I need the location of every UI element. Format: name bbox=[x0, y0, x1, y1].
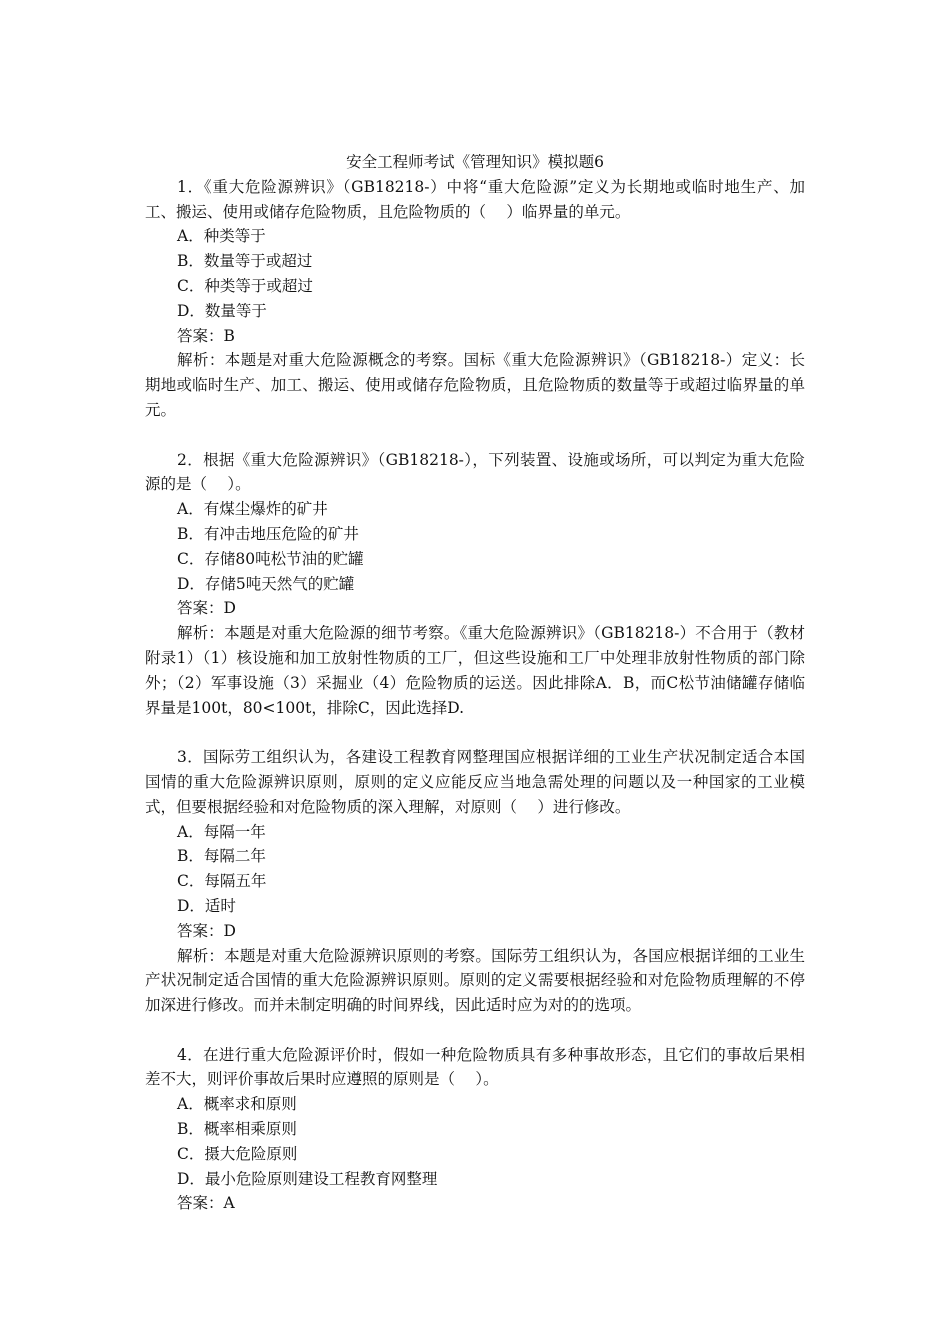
answer-line: 答案：B bbox=[177, 326, 235, 345]
question-stem: 1．《重大危险源辨识》（GB18218-）中将“重大危险源”定义为长期地或临时地生产、加工、搬运、使用或储存危险物质，且危险物质的（ ）临界量的单元。 bbox=[145, 177, 805, 221]
option-d: D．适时 bbox=[177, 896, 236, 915]
answer-line: 答案：D bbox=[177, 599, 236, 618]
option-b: B．数量等于或超过 bbox=[177, 252, 313, 271]
paragraph-gap bbox=[145, 423, 805, 448]
option-a: A．每隔一年 bbox=[177, 822, 266, 841]
analysis-text: 解析：本题是对重大危险源辨识原则的考察。国际劳工组织认为，各国应根据详细的工业生产状况制定适合国情的重大危险源辨识原则。原则的定义需要根据经验和对危险物质理解的不停加深进行修改。而并未制定明确的时间界线，因此适时应为对的的选项。 bbox=[145, 946, 805, 1015]
question-2 bbox=[145, 448, 805, 721]
answer-line: 答案：D bbox=[177, 921, 236, 940]
option-c: C．种类等于或超过 bbox=[177, 276, 313, 295]
option-d: D．最小危险原则建设工程教育网整理 bbox=[177, 1169, 438, 1188]
question-stem: 2．根据《重大危险源辨识》（GB18218-），下列装置、设施或场所，可以判定为重大危险源的是（ ）。 bbox=[145, 450, 805, 494]
analysis-text: 解析：本题是对重大危险源概念的考察。国标《重大危险源辨识》（GB18218-）定义：长期地或临时生产、加工、搬运、使用或储存危险物质，且危险物质的数量等于或超过临界量的单元。 bbox=[145, 351, 805, 419]
option-a: A．种类等于 bbox=[177, 227, 266, 246]
question-1 bbox=[145, 175, 805, 423]
document-title: 安全工程师考试《管理知识》模拟题6 bbox=[346, 153, 604, 171]
answer-line: 答案：A bbox=[177, 1194, 235, 1213]
option-a: A．概率求和原则 bbox=[177, 1095, 297, 1114]
option-c: C．摄大危险原则 bbox=[177, 1144, 298, 1163]
analysis-text: 解析：本题是对重大危险源的细节考察。《重大危险源辨识》（GB18218-）不合用于（教材附录1）（1）核设施和加工放射性物质的工厂，但这些设施和工厂中处理非放射性物质的部门除外；（2）军事设施（3）采掘业（4）危险物质的运送。因此排除A．B，而C松节油储罐存储临界量是100t，80<100t，排除C，因此选择D. bbox=[145, 624, 805, 717]
question-stem: 4．在进行重大危险源评价时，假如一种危险物质具有多种事故形态，且它们的事故后果相差不大，则评价事故后果时应遵照的原则是（ ）。 bbox=[145, 1045, 805, 1089]
option-d: D．存储5吨天然气的贮罐 bbox=[177, 574, 355, 593]
paragraph-gap bbox=[145, 1018, 805, 1043]
question-stem: 3．国际劳工组织认为，各建设工程教育网整理国应根据详细的工业生产状况制定适合本国国情的重大危险源辨识原则，原则的定义应能反应当地急需处理的问题以及一种国家的工业模式，但要根据经验和对危险物质的深入理解，对原则（ ）进行修改。 bbox=[145, 748, 805, 816]
option-d: D．数量等于 bbox=[177, 301, 267, 320]
option-c: C．每隔五年 bbox=[177, 872, 267, 891]
question-3 bbox=[145, 745, 805, 1018]
paragraph-gap bbox=[145, 720, 805, 745]
option-b: B．概率相乘原则 bbox=[177, 1120, 297, 1139]
option-b: B．每隔二年 bbox=[177, 847, 266, 866]
question-4 bbox=[145, 1043, 805, 1217]
option-c: C．存储80吨松节油的贮罐 bbox=[177, 549, 364, 568]
option-b: B．有冲击地压危险的矿井 bbox=[177, 524, 359, 543]
option-a: A．有煤尘爆炸的矿井 bbox=[177, 500, 328, 519]
document-page bbox=[145, 150, 805, 1216]
